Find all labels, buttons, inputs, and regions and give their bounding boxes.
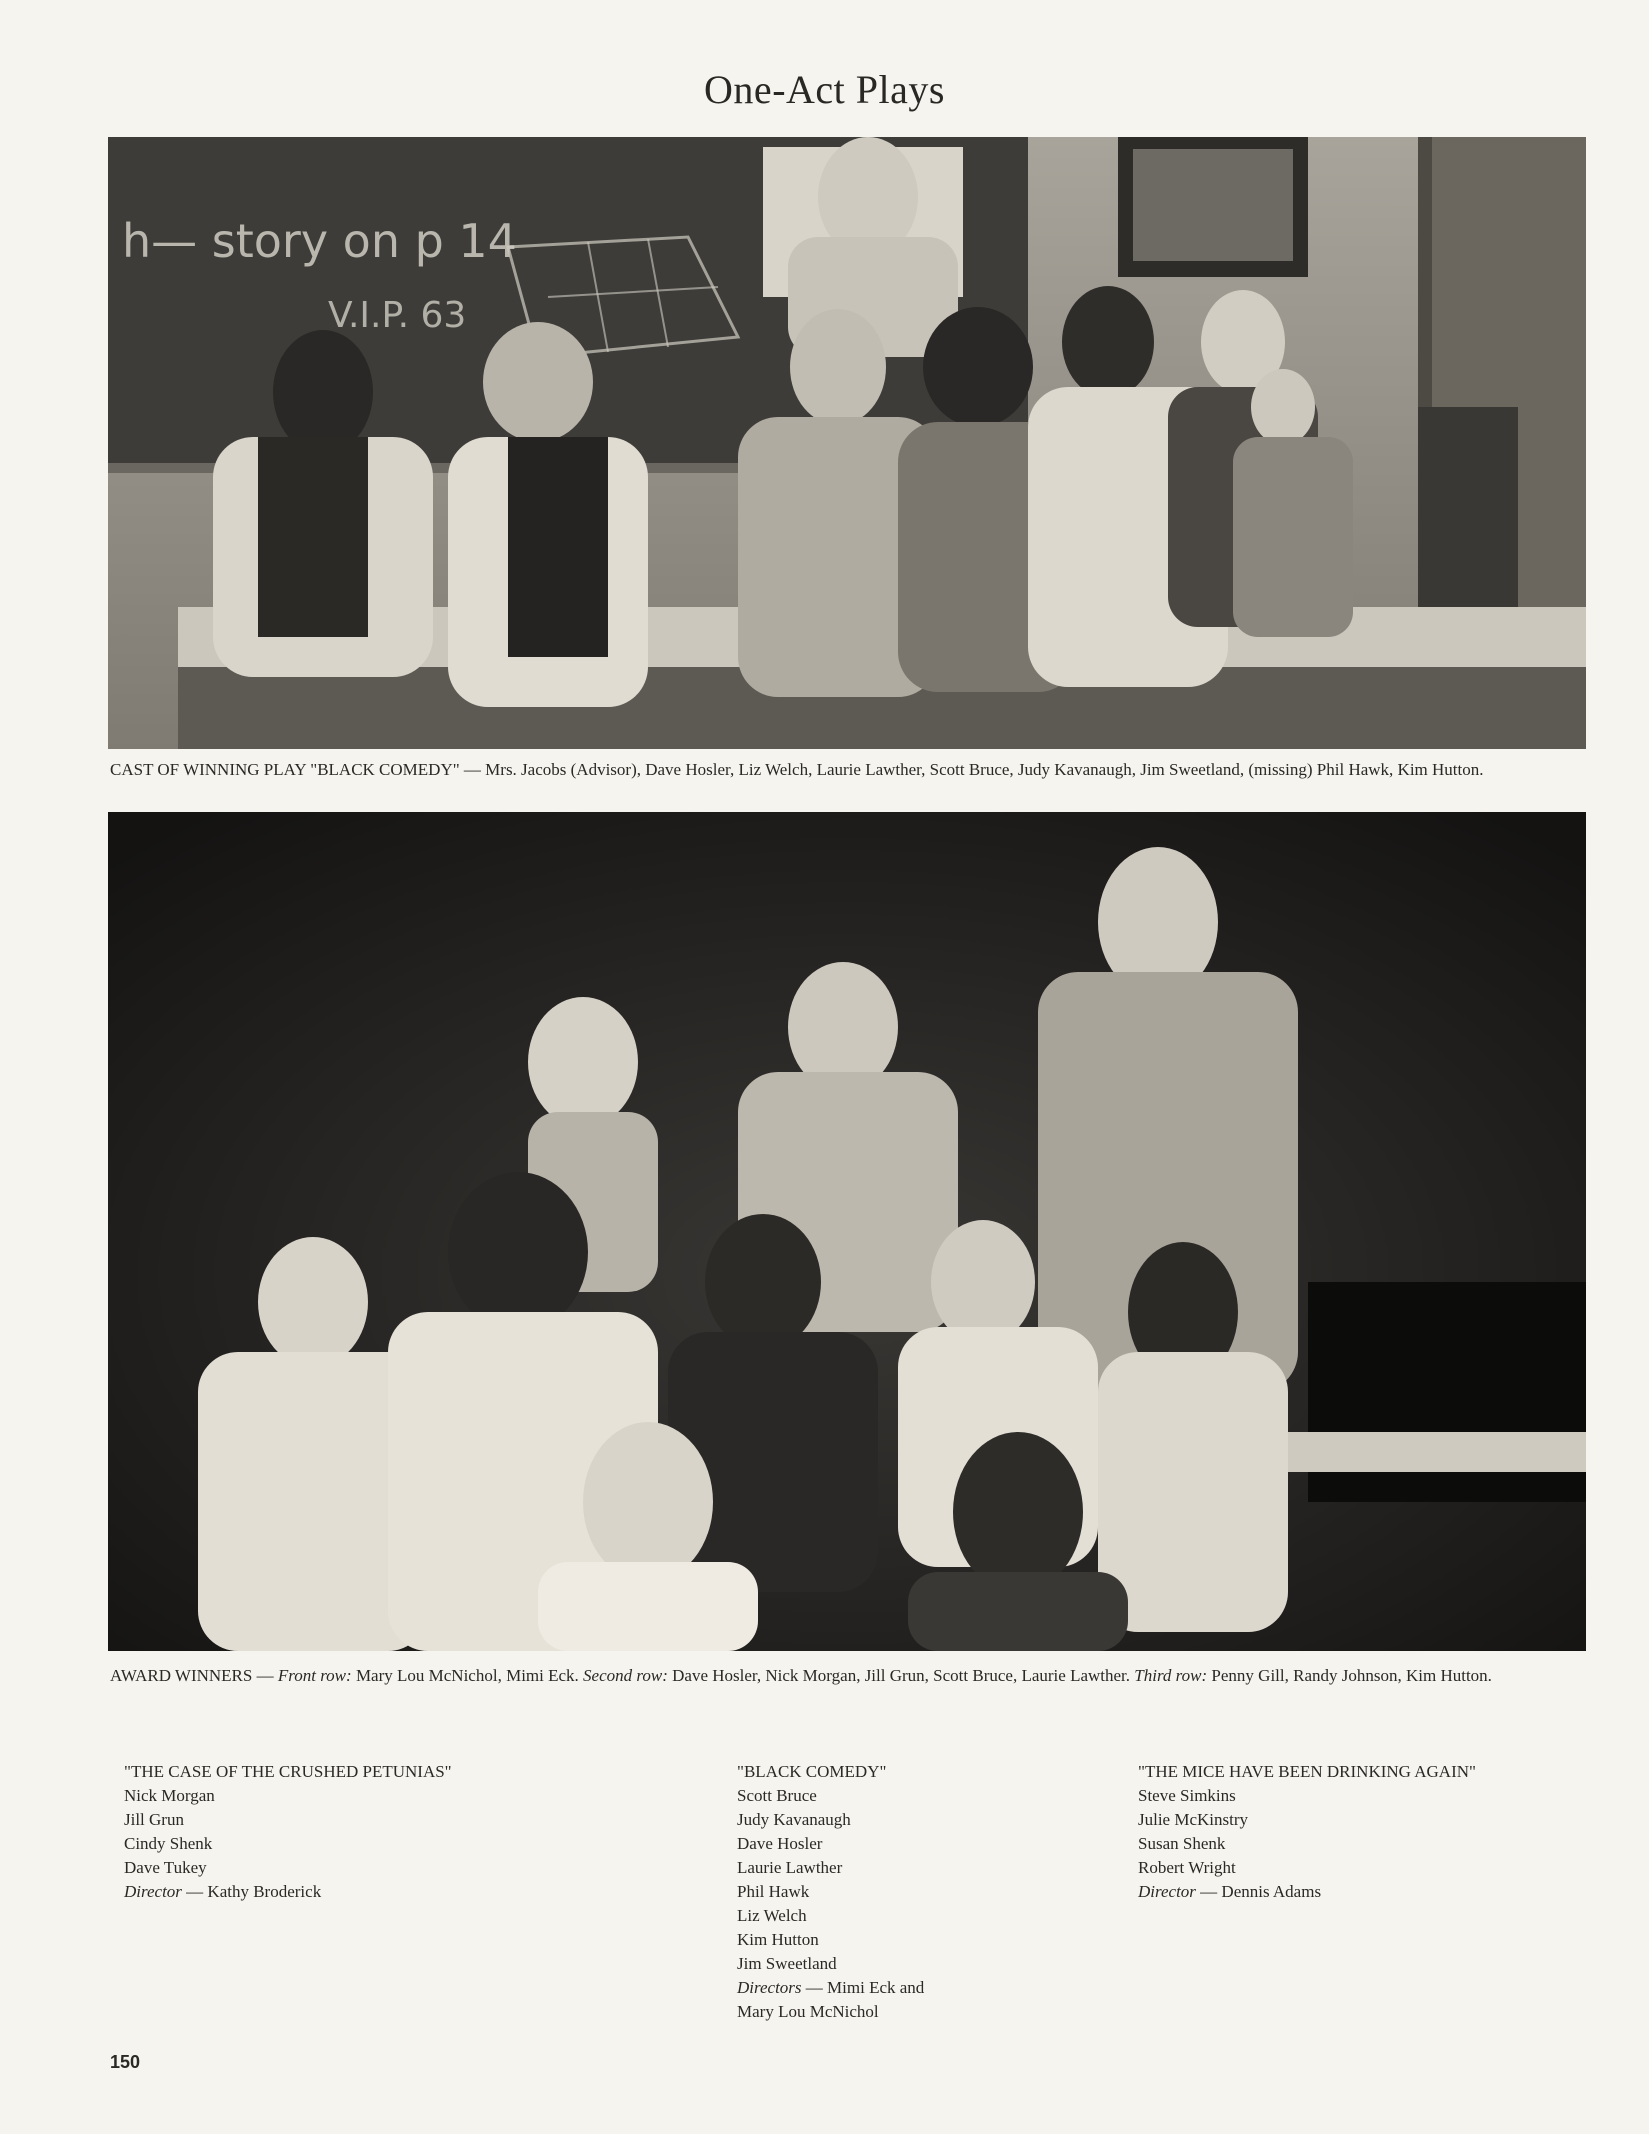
cast-member: Dave Hosler bbox=[737, 1834, 823, 1853]
front-row-label: Front row: bbox=[277, 1666, 352, 1685]
cast-member: Scott Bruce bbox=[737, 1786, 817, 1805]
cast-member: Susan Shenk bbox=[1138, 1834, 1226, 1853]
chalkboard-writing-2: V.I.P. 63 bbox=[328, 295, 467, 336]
cast-member: Cindy Shenk bbox=[124, 1834, 213, 1853]
director-line bbox=[737, 1976, 924, 2000]
cast-member: Nick Morgan bbox=[124, 1786, 215, 1805]
director-name: — Dennis Adams bbox=[1195, 1882, 1322, 1901]
second-row-names: Dave Hosler, Nick Morgan, Jill Grun, Scott Bruce, Laurie Lawther. bbox=[667, 1666, 1135, 1685]
page-title: One-Act Plays bbox=[704, 67, 945, 112]
third-row-names: Penny Gill, Randy Johnson, Kim Hutton. bbox=[1207, 1666, 1492, 1685]
director-label: Director bbox=[1138, 1882, 1196, 1901]
director-name: — Kathy Broderick bbox=[181, 1882, 322, 1901]
cast-list-mice-drinking bbox=[1138, 1760, 1476, 1904]
cast-member: Dave Tukey bbox=[124, 1858, 207, 1877]
cast-photo-caption: CAST OF WINNING PLAY "BLACK COMEDY" — Mrs. Jacobs (Advisor), Dave Hosler, Liz Welch, Laurie Lawther, Scott Bruce, Judy Kavanaugh, Jim Sweetland, (missing) Phil Hawk, Kim Hutton. bbox=[110, 760, 1484, 779]
third-row-label: Third row: bbox=[1134, 1666, 1208, 1685]
chalkboard-writing: h— story on p 14 bbox=[122, 214, 517, 268]
cast-member: Robert Wright bbox=[1138, 1858, 1236, 1877]
cast-member: Judy Kavanaugh bbox=[737, 1810, 851, 1829]
cast-member: Jim Sweetland bbox=[737, 1954, 837, 1973]
cast-photo bbox=[108, 137, 1586, 749]
cast-list-crushed-petunias bbox=[124, 1760, 452, 1904]
cast-member: Jill Grun bbox=[124, 1810, 184, 1829]
director-label: Directors bbox=[737, 1978, 802, 1997]
director-line bbox=[1138, 1880, 1476, 1904]
page-number: 150 bbox=[110, 2052, 141, 2072]
cast-member: Laurie Lawther bbox=[737, 1858, 843, 1877]
director-name: — Mimi Eck and bbox=[801, 1978, 925, 1997]
cast-member: Kim Hutton bbox=[737, 1930, 819, 1949]
director-name-2: Mary Lou McNichol bbox=[737, 2002, 879, 2021]
cast-member: Phil Hawk bbox=[737, 1882, 810, 1901]
award-winners-caption bbox=[110, 1663, 1588, 1688]
front-row-names: Mary Lou McNichol, Mimi Eck. bbox=[351, 1666, 584, 1685]
cast-member: Liz Welch bbox=[737, 1906, 807, 1925]
cast-list-black-comedy bbox=[737, 1760, 924, 2024]
director-line bbox=[124, 1880, 452, 1904]
play-title: "THE CASE OF THE CRUSHED PETUNIAS" bbox=[124, 1762, 452, 1781]
cast-member: Steve Simkins bbox=[1138, 1786, 1236, 1805]
play-title: "BLACK COMEDY" bbox=[737, 1762, 887, 1781]
second-row-label: Second row: bbox=[583, 1666, 668, 1685]
director-label: Director bbox=[124, 1882, 182, 1901]
caption-lead: AWARD WINNERS — bbox=[110, 1666, 278, 1685]
cast-member: Julie McKinstry bbox=[1138, 1810, 1249, 1829]
play-title: "THE MICE HAVE BEEN DRINKING AGAIN" bbox=[1138, 1762, 1476, 1781]
award-winners-photo bbox=[108, 812, 1586, 1651]
